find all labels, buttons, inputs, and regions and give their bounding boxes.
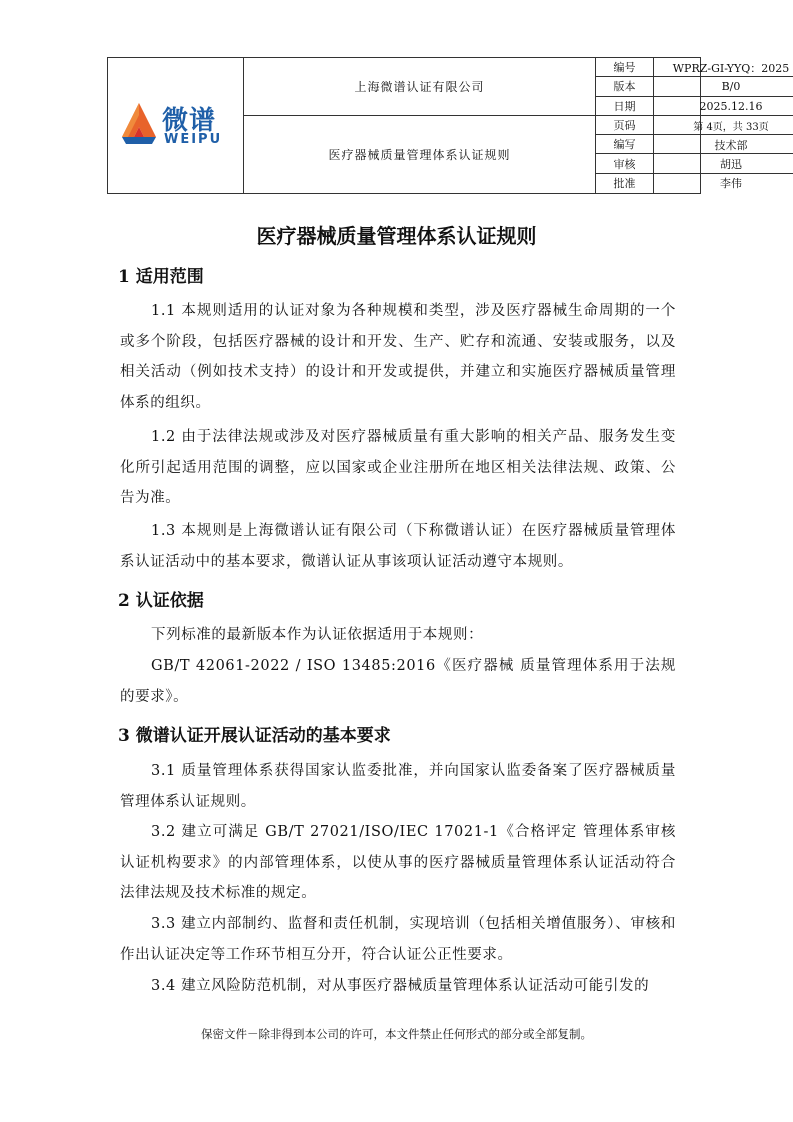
company-name: 上海微谱认证有限公司 [244,58,596,116]
section-1-paragraph-2: 1.2 由于法律法规或涉及对医疗器械质量有重大影响的相关产品、服务发生变化所引起适用范围的调整，应以国家或企业注册所在地区相关法律法规、政策、公告为准。 [120,429,676,506]
document-header-table [107,57,790,194]
section-2-heading: 2 认证依据 [118,591,204,611]
section-2-paragraph-2: GB/T 42061-2022 / ISO 13485:2016《医疗器械 质量管理体系用于法规的要求》。 [120,658,676,705]
meta-key: 编号 [596,58,654,76]
meta-value: 胡迅 [720,157,742,171]
logo-cell [108,58,244,193]
meta-row-approver [596,174,793,193]
logo-chinese-text: 微谱 [162,106,217,136]
meta-value: 2025.12.16 [699,99,763,113]
meta-table [596,58,790,193]
meta-row-number [596,58,793,77]
confidentiality-footer: 保密文件－除非得到本公司的许可，本文件禁止任何形式的部分或全部复制。 [201,1027,592,1041]
section-3-paragraph-4: 3.4 建立风险防范机制，对从事医疗器械质量管理体系认证活动可能引发的 [151,978,650,994]
document-title: 医疗器械质量管理体系认证规则 [256,224,537,248]
weipu-logo-icon [120,101,158,145]
meta-value: 第 4页，共 33页 [693,121,769,133]
meta-row-author [596,135,793,154]
header-doc-title: 医疗器械质量管理体系认证规则 [244,116,596,193]
meta-key: 版本 [596,77,654,95]
section-3-paragraph-2: 3.2 建立可满足 GB/T 27021/ISO/IEC 17021-1《合格评定 管理体系审核认证机构要求》的内部管理体系，以使从事的医疗器械质量管理体系认证活动符合法律法规及技术标准的规定。 [120,824,676,901]
meta-key: 日期 [596,97,654,115]
meta-value: B/0 [721,80,741,94]
meta-row-reviewer [596,154,793,173]
section-3-heading: 3 微谱认证开展认证活动的基本要求 [118,726,391,746]
meta-key: 页码 [596,116,654,134]
meta-row-version [596,77,793,96]
section-1-paragraph-3: 1.3 本规则是上海微谱认证有限公司（下称微谱认证）在医疗器械质量管理体系认证活动中的基本要求，微谱认证从事该项认证活动遵守本规则。 [120,523,676,570]
section-1-heading: 1 适用范围 [118,267,204,287]
meta-row-page [596,116,793,135]
meta-key: 编写 [596,135,654,153]
logo-english-text: WEIPU [164,132,223,147]
meta-key: 批准 [596,174,654,193]
meta-value: WPRZ-GI-YYQ：2025 [672,61,790,75]
meta-value: 李伟 [720,177,742,191]
meta-key: 审核 [596,154,654,172]
section-3-paragraph-1: 3.1 质量管理体系获得国家认监委批准，并向国家认监委备案了医疗器械质量管理体系认证规则。 [120,763,676,810]
section-2-paragraph-1: 下列标准的最新版本作为认证依据适用于本规则： [151,627,484,643]
meta-value: 技术部 [714,138,748,152]
meta-row-date [596,97,793,116]
section-1-paragraph-1: 1.1 本规则适用的认证对象为各种规模和类型，涉及医疗器械生命周期的一个或多个阶段，包括医疗器械的设计和开发、生产、贮存和流通、安装或服务，以及相关活动（例如技术支持）的设计和开发或提供，并建立和实施医疗器械质量管理体系的组织。 [120,303,676,411]
section-3-paragraph-3: 3.3 建立内部制约、监督和责任机制，实现培训（包括相关增值服务）、审核和作出认证决定等工作环节相互分开，符合认证公正性要求。 [120,916,676,963]
